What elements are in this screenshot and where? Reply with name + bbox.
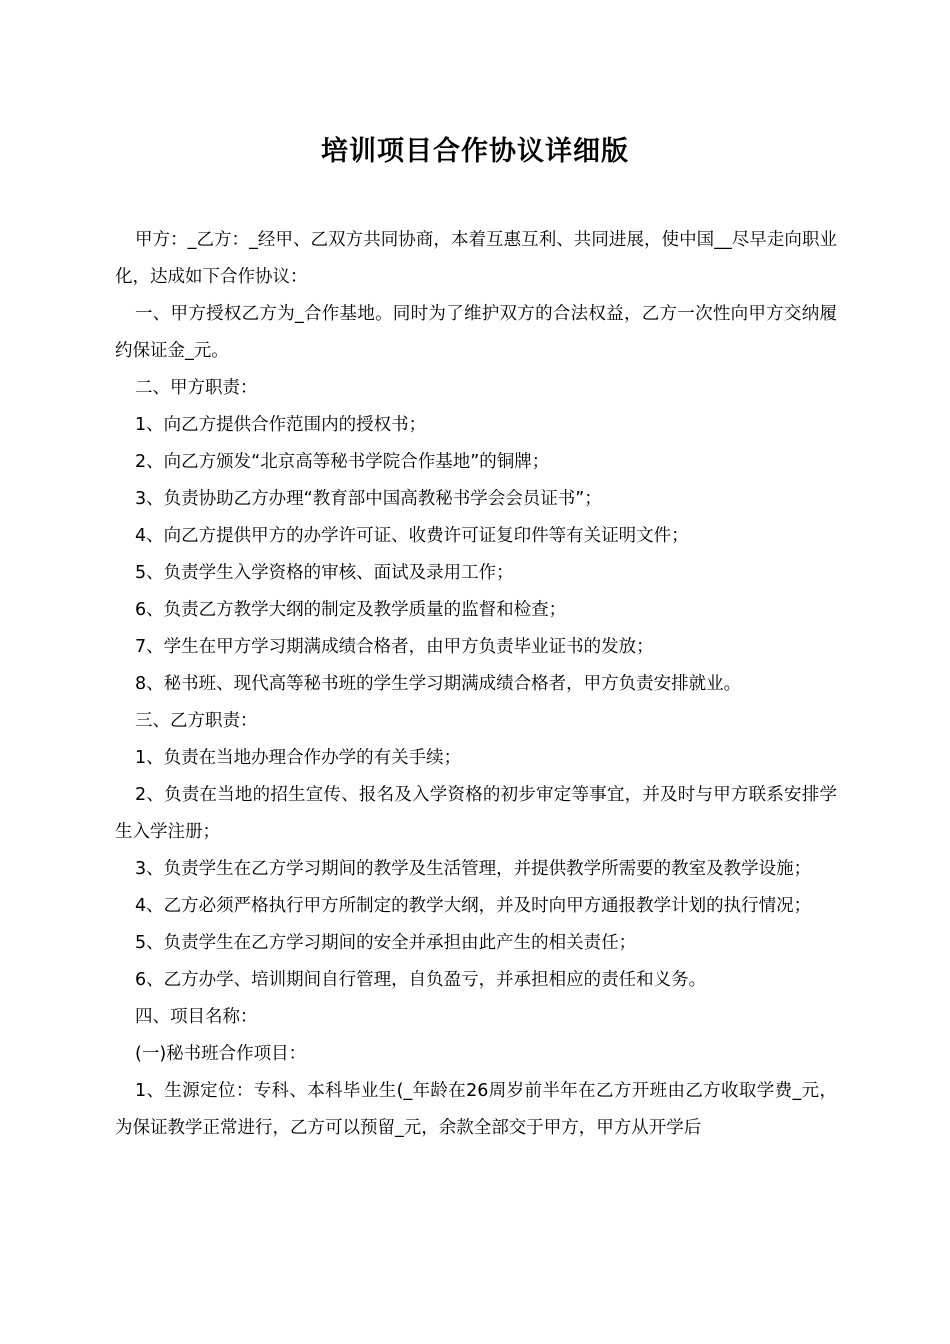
list-item: 3、负责协助乙方办理“教育部中国高教秘书学会会员证书”； bbox=[135, 489, 602, 509]
paragraph-intro: 甲方：_乙方：_经甲、乙双方共同协商，本着互惠互利、共同进展，使中国__尽早走向职业化，达成如下合作协议： bbox=[115, 230, 837, 287]
list-item: 6、乙方办学、培训期间自行管理，自负盈亏，并承担相应的责任和义务。 bbox=[135, 970, 707, 990]
list-item: 1、生源定位：专科、本科毕业生(_年龄在26周岁前半年在乙方开班由乙方收取学费_元，为保证教学正常进行，乙方可以预留_元，余款全部交于甲方，甲方从开学后 bbox=[115, 1081, 837, 1138]
list-item: 4、向乙方提供甲方的办学许可证、收费许可证复印件等有关证明文件； bbox=[135, 526, 689, 546]
document-title: 培训项目合作协议详细版 bbox=[321, 136, 629, 167]
list-item: 7、学生在甲方学习期满成绩合格者，由甲方负责毕业证书的发放； bbox=[135, 637, 654, 657]
list-item: 4、乙方必须严格执行甲方所制定的教学大纲，并及时向甲方通报教学计划的执行情况； bbox=[135, 896, 812, 916]
heading-party-a-duties: 二、甲方职责： bbox=[135, 378, 258, 398]
document-body bbox=[115, 222, 837, 1147]
list-item: 5、负责学生在乙方学习期间的安全并承担由此产生的相关责任； bbox=[135, 933, 637, 953]
list-item: 5、负责学生入学资格的审核、面试及录用工作； bbox=[135, 563, 514, 583]
heading-project-name: 四、项目名称： bbox=[135, 1007, 258, 1027]
list-item: 2、向乙方颁发“北京高等秘书学院合作基地”的铜牌； bbox=[135, 452, 550, 472]
list-item: 1、负责在当地办理合作办学的有关手续； bbox=[135, 748, 462, 768]
list-item: 8、秘书班、现代高等秘书班的学生学习期满成绩合格者，甲方负责安排就业。 bbox=[135, 674, 742, 694]
paragraph-article-1: 一、甲方授权乙方为_合作基地。同时为了维护双方的合法权益，乙方一次性向甲方交纳履约保证金_元。 bbox=[115, 304, 837, 361]
heading-party-b-duties: 三、乙方职责： bbox=[135, 711, 258, 731]
list-item: 2、负责在当地的招生宣传、报名及入学资格的初步审定等事宜，并及时与甲方联系安排学生入学注册； bbox=[115, 785, 837, 842]
list-item: 1、向乙方提供合作范围内的授权书； bbox=[135, 415, 427, 435]
list-item: 6、负责乙方教学大纲的制定及教学质量的监督和检查； bbox=[135, 600, 567, 620]
list-item: 3、负责学生在乙方学习期间的教学及生活管理，并提供教学所需要的教室及教学设施； bbox=[135, 859, 812, 879]
subheading-secretary-class: (一)秘书班合作项目： bbox=[135, 1044, 307, 1064]
